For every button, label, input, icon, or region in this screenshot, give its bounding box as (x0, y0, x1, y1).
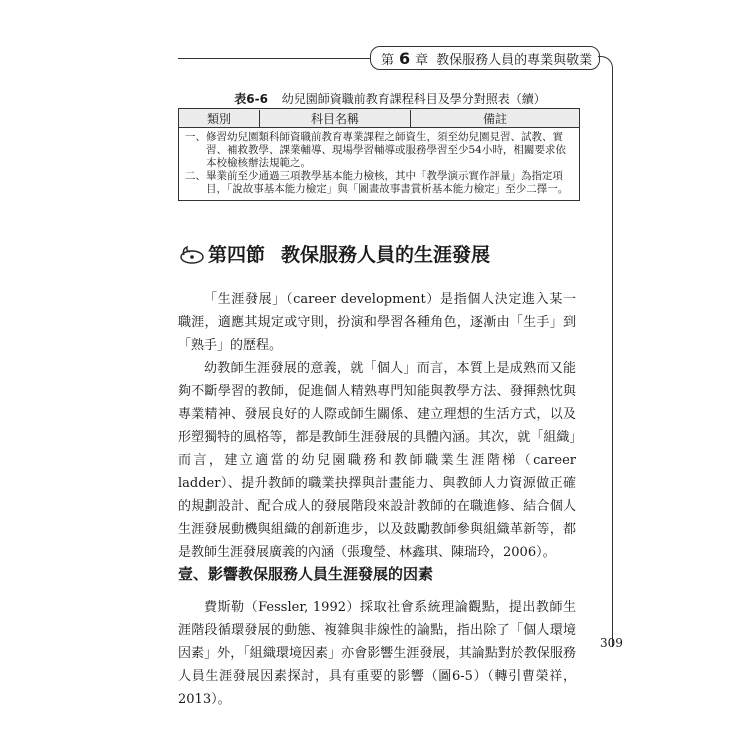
section-title: 教保服務人員的生涯發展 (281, 244, 491, 266)
paragraph: 費斯勒（Fessler, 1992）採取社會系統理論觀點，提出教師生涯階段循環發展的動態、複雜與非線性的論點，指出除了「個人環境因素」外，「組織環境因素」亦會影響生涯發展，其論點對於教保服務人員生涯發展因素探討，具有重要的影響（圖6-5）（轉引曹榮祥，2013）。 (178, 600, 576, 707)
table-note (185, 170, 573, 196)
chapter-suffix: 章 (415, 52, 429, 68)
table-caption-label: 表6-6 (234, 92, 268, 106)
table-notes (179, 128, 579, 200)
chapter-number: 6 (399, 48, 411, 68)
note-number: 一、 (185, 131, 206, 143)
curriculum-table (178, 108, 580, 201)
side-rule (598, 56, 613, 647)
note-number: 二、 (185, 170, 206, 182)
section-body (178, 288, 576, 564)
chapter-prefix: 第 (381, 52, 395, 68)
table-header-row (179, 109, 579, 128)
paragraph: 幼教師生涯發展的意義，就「個人」而言，本質上是成熟而又能夠不斷學習的教師，促進個人精熟專門知能與教學方法、發揮熱忱與專業精神、發展良好的人際或師生關係、建立理想的生活方式，以及形塑獨特的風格等，都是教師生涯發展的具體內涵。其次，就「組織」而言，建立適當的幼兒園職務和教師職業生涯階梯（career ladder）、提升教師的職業抉擇與計畫能力、與教師人力資源做正確的規劃設計、配合成人的發展階段來設計教師的在職進修、結合個人生涯發展動機與組織的創新進步，以及鼓勵教師參與組織革新等，都是教師生涯發展廣義的內涵（張瓊瑩、林鑫琪、陳瑞玲，2006）。 (178, 361, 576, 560)
subsection-heading: 壹、影響教保服務人員生涯發展的因素 (178, 565, 434, 583)
header-category: 類別 (179, 110, 260, 127)
paragraph: 「生涯發展」（career development）是指個人決定進入某一職涯，適應其規定或守則，扮演和學習各種角色，逐漸由「生手」到「熟手」的歷程。 (178, 292, 576, 353)
table-note (185, 131, 573, 170)
table-caption (210, 90, 570, 107)
section-heading (178, 240, 490, 267)
header-subject: 科目名稱 (260, 110, 411, 127)
chapter-title: 教保服務人員的專業與敬業 (436, 52, 593, 68)
page-number: 309 (600, 636, 623, 650)
table-caption-title: 幼兒園師資職前教育課程科目及學分對照表（續） (281, 92, 546, 106)
section-ornament-icon (178, 243, 204, 265)
subsection-body (178, 596, 576, 711)
header-rule (178, 58, 378, 59)
header-remarks: 備註 (482, 111, 507, 126)
section-number: 第四節 (208, 244, 266, 266)
note-text: 修習幼兒園類科師資職前教育專業課程之師資生，須至幼兒園見習、試教、實習、補救教學、課業輔導、現場學習輔導或服務學習至少54小時，相關要求依本校檢核辦法規範之。 (206, 131, 566, 169)
note-text: 畢業前至少通過三項教學基本能力檢核，其中「教學演示實作評量」為指定項目，「說故事基本能力檢定」與「圖畫故事書賞析基本能力檢定」至少二擇一。 (206, 170, 569, 195)
chapter-header (370, 46, 600, 70)
